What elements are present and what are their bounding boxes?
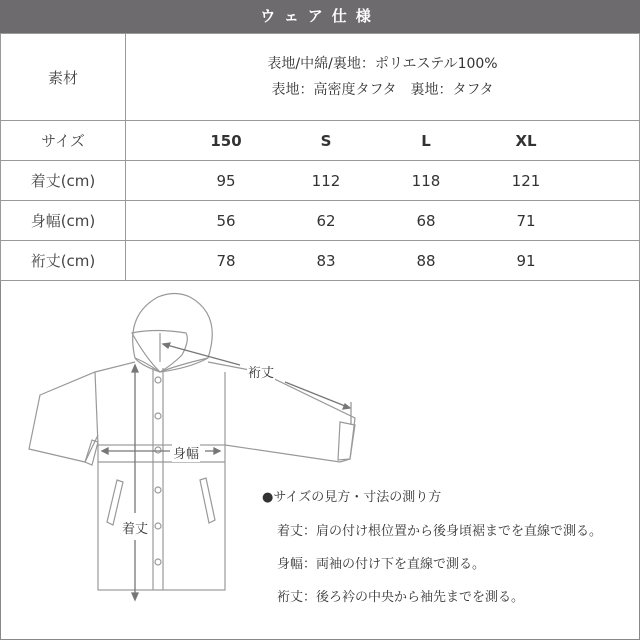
spec-header: ウェア仕様 [0, 0, 640, 33]
size-header-label: サイズ [1, 121, 126, 161]
size-header-row [1, 121, 640, 161]
cell: 88 [416, 251, 436, 270]
cell: 56 [216, 211, 236, 230]
cell: 68 [416, 211, 436, 230]
row-label: 身幅(cm) [1, 201, 126, 241]
size-xl: XL [515, 131, 537, 150]
cell: 62 [316, 211, 336, 230]
cell: 83 [316, 251, 336, 270]
cell: 112 [311, 171, 341, 190]
note-sleeve: 裄丈：後ろ衿の中央から袖先までを測る。 [277, 590, 525, 605]
body-length-label: 着丈 [121, 518, 149, 537]
row-label: 着丈(cm) [1, 161, 126, 201]
notes-title: ●サイズの見方・寸法の測り方 [262, 490, 442, 505]
size-l: L [421, 131, 431, 150]
cell: 121 [511, 171, 541, 190]
cell: 71 [516, 211, 536, 230]
material-line-2: 表地：高密度タフタ 裏地：タフタ [271, 82, 494, 98]
note-width: 身幅：両袖の付け下を直線で測る。 [277, 557, 486, 572]
spec-table [0, 33, 640, 281]
table-row [1, 201, 640, 241]
note-length: 着丈：肩の付け根位置から後身頃裾までを直線で測る。 [277, 524, 603, 539]
size-s: S [320, 131, 332, 150]
row-label: 裄丈(cm) [1, 241, 126, 281]
cell: 78 [216, 251, 236, 270]
cell: 118 [411, 171, 441, 190]
sleeve-length-label: 裄丈 [247, 362, 275, 381]
material-row [1, 34, 640, 121]
table-row [1, 161, 640, 201]
material-value [126, 34, 640, 121]
material-line-1: 表地/中綿/裏地：ポリエステル100% [267, 56, 498, 72]
cell: 91 [516, 251, 536, 270]
size-150: 150 [210, 131, 242, 150]
cell: 95 [216, 171, 236, 190]
measurement-notes [262, 486, 602, 619]
material-label: 素材 [1, 34, 126, 121]
table-row [1, 241, 640, 281]
body-width-label: 身幅 [172, 443, 200, 462]
